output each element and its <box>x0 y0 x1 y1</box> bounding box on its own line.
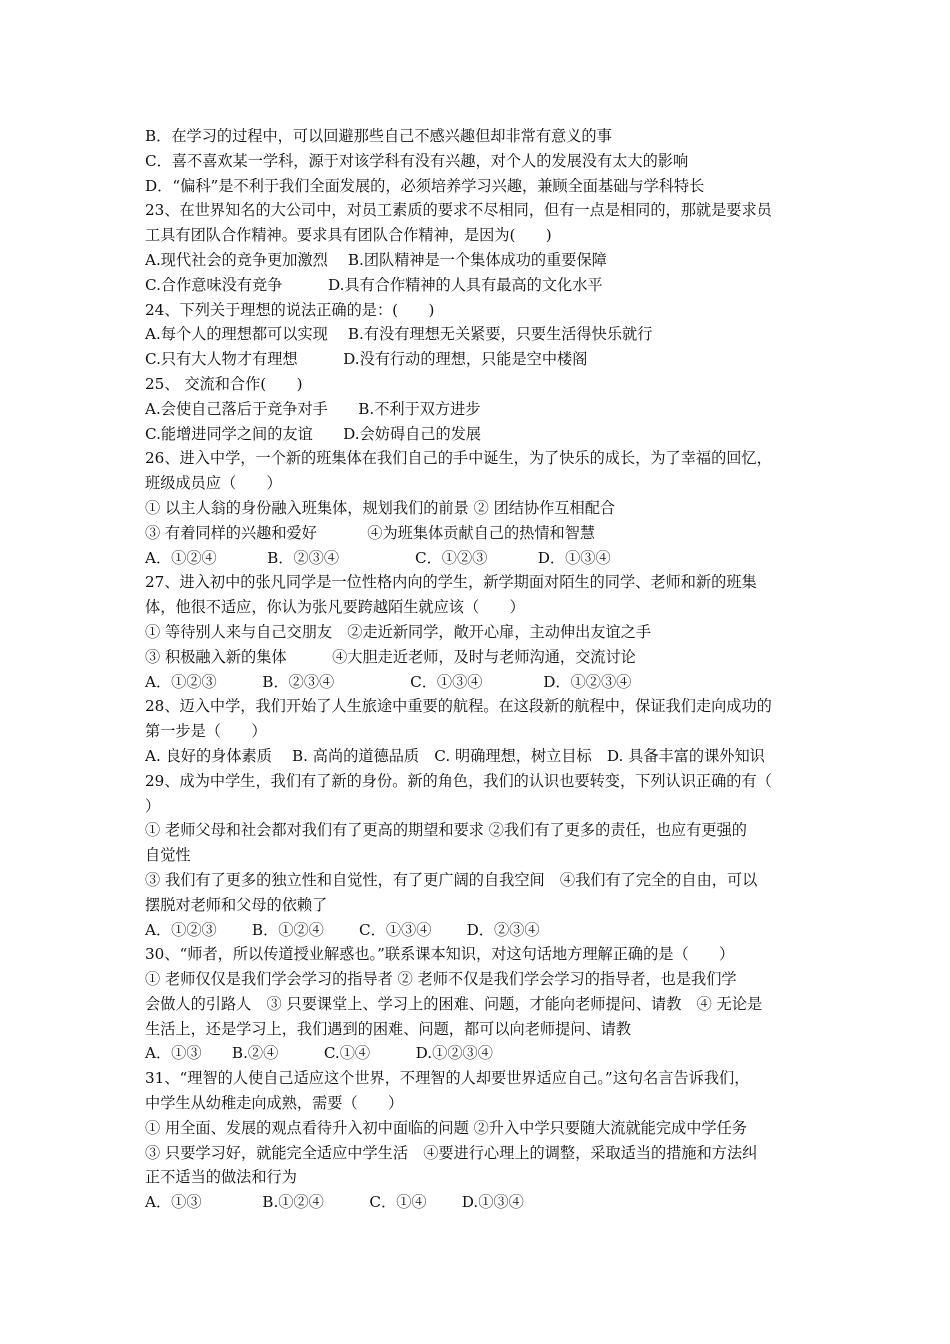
text-line: A. 良好的身体素质 B. 高尚的道德品质 C. 明确理想，树立目标 D. 具备丰富的课外知识 <box>145 746 765 765</box>
text-line: 29、成为中学生，我们有了新的身份。新的角色，我们的认识也要转变，下列认识正确的有（ <box>145 771 772 790</box>
text-line: 23、在世界知名的大公司中，对员工素质的要求不尽相同，但有一点是相同的，那就是要求员 <box>145 201 772 220</box>
question-text-block <box>145 124 810 1215</box>
text-line: ③ 积极融入新的集体 ④大胆走近老师，及时与老师沟通，交流讨论 <box>145 647 636 666</box>
text-line: 会做人的引路人 ③ 只要课堂上、学习上的困难、问题，才能向老师提问、请教 ④ 无论是 <box>145 994 763 1013</box>
text-line: A．①②③ B．①②④ C．①③④ D．②③④ <box>145 920 540 939</box>
text-line: B．在学习的过程中，可以回避那些自己不感兴趣但却非常有意义的事 <box>145 127 612 145</box>
text-line: 生活上，还是学习上，我们遇到的困难、问题，都可以向老师提问、请教 <box>145 1019 631 1038</box>
text-line: 工具有团队合作精神。要求具有团队合作精神，是因为( ) <box>145 226 552 245</box>
text-line: 摆脱对老师和父母的依赖了 <box>145 895 328 914</box>
text-line: ① 用全面、发展的观点看待升入初中面临的问题 ②升入中学只要随大流就能完成中学任务 <box>145 1118 747 1137</box>
text-line: 体，他很不适应，你认为张凡要跨越陌生就应该（ ） <box>145 598 525 617</box>
text-line: 第一步是（ ） <box>145 722 267 741</box>
text-line: A.每个人的理想都可以实现 B.有没有理想无关紧要，只要生活得快乐就行 <box>145 325 653 344</box>
text-line: 24、下列关于理想的说法正确的是：( ) <box>145 300 435 319</box>
text-line: A.会使自己落后于竞争对手 B.不利于双方进步 <box>145 399 481 418</box>
text-line: C.只有大人物才有理想 D.没有行动的理想，只能是空中楼阁 <box>145 350 588 369</box>
text-line: ③ 我们有了更多的独立性和自觉性，有了更广阔的自我空间 ④我们有了完全的自由，可以 <box>145 870 758 889</box>
text-line: ） <box>145 796 161 815</box>
text-line: 26、进入中学，一个新的班集体在我们自己的手中诞生，为了快乐的成长，为了幸福的回忆， <box>145 449 772 468</box>
text-line: C.能增进同学之间的友谊 D.会妨碍自己的发展 <box>145 424 482 443</box>
text-line: 25、 交流和合作( ) <box>145 374 303 393</box>
text-line: D．“偏科”是不利于我们全面发展的，必须培养学习兴趣，兼顾全面基础与学科特长 <box>145 176 705 195</box>
text-line: A．①③ B.①②④ C．①④ D.①③④ <box>145 1193 524 1212</box>
text-line: 自觉性 <box>145 846 191 865</box>
text-line: ③ 有着同样的兴趣和爱好 ④为班集体贡献自己的热情和智慧 <box>145 523 596 542</box>
text-line: C.合作意味没有竞争 D.具有合作精神的人具有最高的文化水平 <box>145 275 603 294</box>
text-line: ① 等待别人来与自己交朋友 ②走近新同学，敞开心扉，主动伸出友谊之手 <box>145 622 652 641</box>
text-line: A．①②③ B．②③④ C．①③④ D．①②③④ <box>145 672 632 691</box>
text-line: A．①②④ B．②③④ C．①②③ D．①③④ <box>145 548 611 567</box>
text-line: 30、“师者，所以传道授业解惑也。”联系课本知识，对这句话地方理解正确的是（ ） <box>145 945 735 964</box>
text-line: A．①③ B.②④ C.①④ D.①②③④ <box>145 1044 493 1063</box>
text-line: ① 老师仅仅是我们学会学习的指导者 ② 老师不仅是我们学会学习的指导者，也是我们学 <box>145 970 737 989</box>
text-line: ① 以主人翁的身份融入班集体，规划我们的前景 ② 团结协作互相配合 <box>145 498 616 517</box>
text-line: 31、“理智的人使自己适应这个世界，不理智的人却要世界适应自己。”这句名言告诉我们， <box>145 1069 750 1088</box>
text-line: 28、迈入中学，我们开始了人生旅途中重要的航程。在这段新的航程中，保证我们走向成功的 <box>145 697 772 716</box>
text-line: 中学生从幼稚走向成熟，需要（ ） <box>145 1094 404 1113</box>
text-line: C．喜不喜欢某一学科，源于对该学科有没有兴趣，对个人的发展没有太大的影响 <box>145 151 689 170</box>
text-line: ③ 只要学习好，就能完全适应中学生活 ④要进行心理上的调整，采取适当的措施和方法纠 <box>145 1143 758 1162</box>
text-line: 班级成员应（ ） <box>145 474 282 493</box>
text-line: A.现代社会的竞争更加激烈 B.团队精神是一个集体成功的重要保障 <box>145 250 607 269</box>
text-line: 正不适当的做法和行为 <box>145 1168 297 1187</box>
text-line: 27、进入初中的张凡同学是一位性格内向的学生，新学期面对陌生的同学、老师和新的班集 <box>145 573 757 592</box>
text-line: ① 老师父母和社会都对我们有了更高的期望和要求 ②我们有了更多的责任，也应有更强的 <box>145 821 747 840</box>
